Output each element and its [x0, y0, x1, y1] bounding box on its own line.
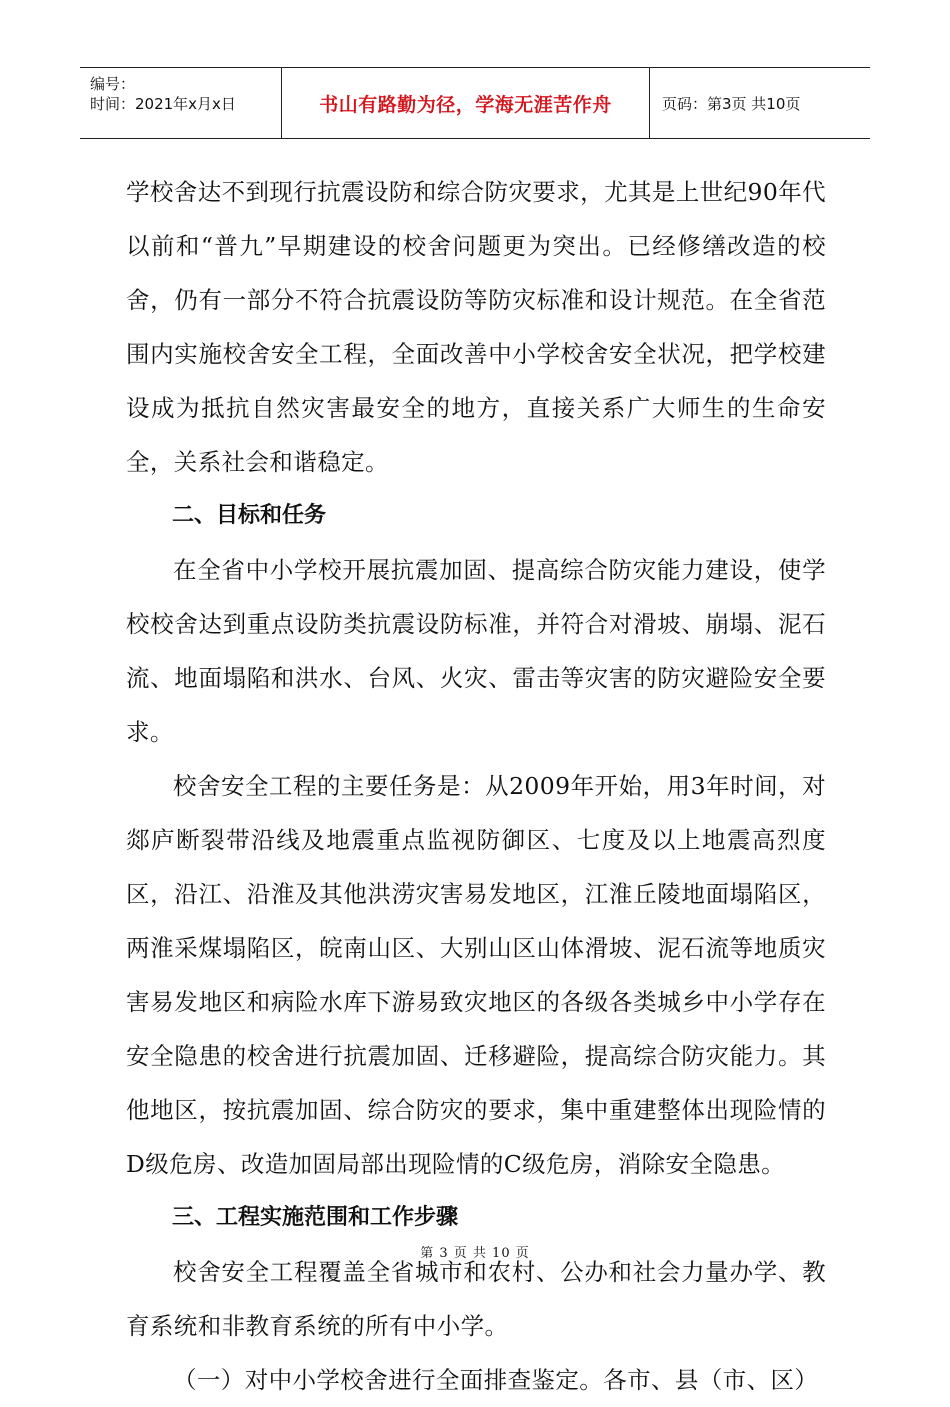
paragraph-2: 在全省中小学校开展抗震加固、提高综合防灾能力建设，使学校校舍达到重点设防类抗震设防标准，并符合对滑坡、崩塌、泥石流、地面塌陷和洪水、台风、火灾、雷击等灾害的防灾避险安全要求。: [126, 556, 826, 746]
document-date-label: 时间：2021年x月x日: [90, 95, 236, 113]
document-body: [126, 165, 826, 1407]
paragraph-5: （一）对中小学校舍进行全面排查鉴定。各市、县（市、区）: [173, 1366, 819, 1394]
document-code-label: 编号：: [90, 75, 136, 93]
paragraph-4: 校舍安全工程覆盖全省城市和农村、公办和社会力量办学、教育系统和非教育系统的所有中小学。: [126, 1258, 826, 1340]
paragraph-1: 学校舍达不到现行抗震设防和综合防灾要求，尤其是上世纪90年代以前和“普九”早期建设的校舍问题更为突出。已经修缮改造的校舍，仍有一部分不符合抗震设防等防灾标准和设计规范。在全省范围内实施校舍安全工程，全面改善中小学校舍安全状况，把学校建设成为抵抗自然灾害最安全的地方，直接关系广大师生的生命安全，关系社会和谐稳定。: [126, 178, 826, 476]
header-motto-cell: [282, 68, 650, 138]
header-motto: 书山有路勤为径，学海无涯苦作舟: [319, 93, 612, 116]
section-heading-3: 三、工程实施范围和工作步骤: [172, 1205, 459, 1230]
header-page-info-cell: [650, 68, 870, 138]
paragraph-3: 校舍安全工程的主要任务是：从2009年开始，用3年时间，对郯庐断裂带沿线及地震重点监视防御区、七度及以上地震高烈度区，沿江、沿淮及其他洪涝灾害易发地区，江淮丘陵地面塌陷区，两淮采煤塌陷区，皖南山区、大别山区山体滑坡、泥石流等地质灾害易发地区和病险水库下游易致灾地区的各级各类城乡中小学存在安全隐患的校舍进行抗震加固、迁移避险，提高综合防灾能力。其他地区，按抗震加固、综合防灾的要求，集中重建整体出现险情的D级危房、改造加固局部出现险情的C级危房，消除安全隐患。: [126, 772, 826, 1178]
header-meta: [80, 68, 282, 138]
page-header: [80, 67, 870, 139]
section-heading-2: 二、目标和任务: [172, 503, 327, 528]
header-page-info: 页码：第3页 共10页: [662, 94, 801, 113]
page-footer: 第 3 页 共 10 页: [420, 1246, 530, 1261]
